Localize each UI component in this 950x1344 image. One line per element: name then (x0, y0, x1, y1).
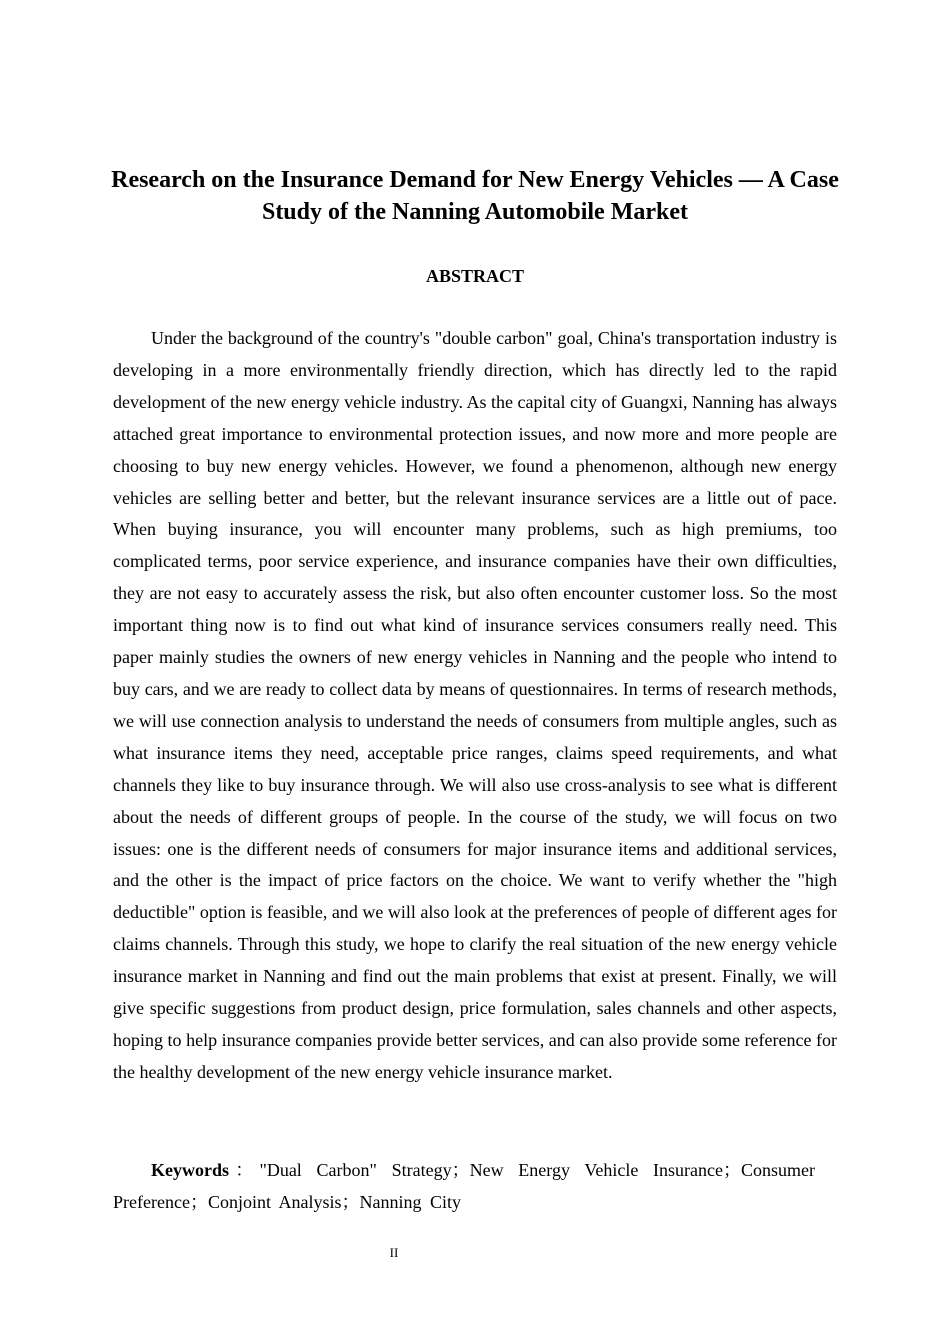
page-number: II (389, 1245, 399, 1260)
paper-title: Research on the Insurance Demand for New Energy Vehicles — A Case Study of the Nanning Automobile Market (111, 167, 839, 225)
keywords-paragraph (113, 1154, 815, 1218)
keywords-list: "Dual Carbon" Strategy；New Energy Vehicle Insurance；Consumer Preference；Conjoint Analysis；Nanning City (113, 1160, 816, 1212)
keywords-label: Keywords (151, 1160, 229, 1180)
keywords-separator: ： (229, 1160, 260, 1180)
abstract-heading: ABSTRACT (425, 266, 525, 286)
abstract-body: Under the background of the country's "double carbon" goal, China's transportation industry is developing in a more environmentally friendly direction, which has directly led to the rapid development of the new energy vehicle industry. As the capital city of Guangxi, Nanning has always attached great importance to environmental protection issues, and now more and more people are choosing to buy new energy vehicles. However, we found a phenomenon, although new energy vehicles are selling better and better, but the relevant insurance services are a little out of pace. When buying insurance, you will encounter many problems, such as high premiums, too complicated terms, poor service experience, and insurance companies have their own difficulties, they are not easy to accurately assess the risk, but also often encounter customer loss. So the most important thing now is to find out what kind of insurance services consumers really need. This paper mainly studies the owners of new energy vehicles in Nanning and the people who intend to buy cars, and we are ready to collect data by means of questionnaires. In terms of research methods, we will use connection analysis to understand the needs of consumers from multiple angles, such as what insurance items they need, acceptable price ranges, claims speed requirements, and what channels they like to buy insurance through. We will also use cross-analysis to see what is different about the needs of different groups of people. In the course of the study, we will focus on two issues: one is the different needs of consumers for major insurance items and additional services, and the other is the impact of price factors on the choice. We want to verify whether the "high deductible" option is feasible, and we will also look at the preferences of people of different ages for claims channels. Through this study, we hope to clarify the real situation of the new energy vehicle insurance market in Nanning and find out the main problems that exist at present. Finally, we will give specific suggestions from product design, price formulation, sales channels and other aspects, hoping to help insurance companies provide better services, and can also provide some reference for the healthy development of the new energy vehicle insurance market. (113, 328, 837, 1082)
